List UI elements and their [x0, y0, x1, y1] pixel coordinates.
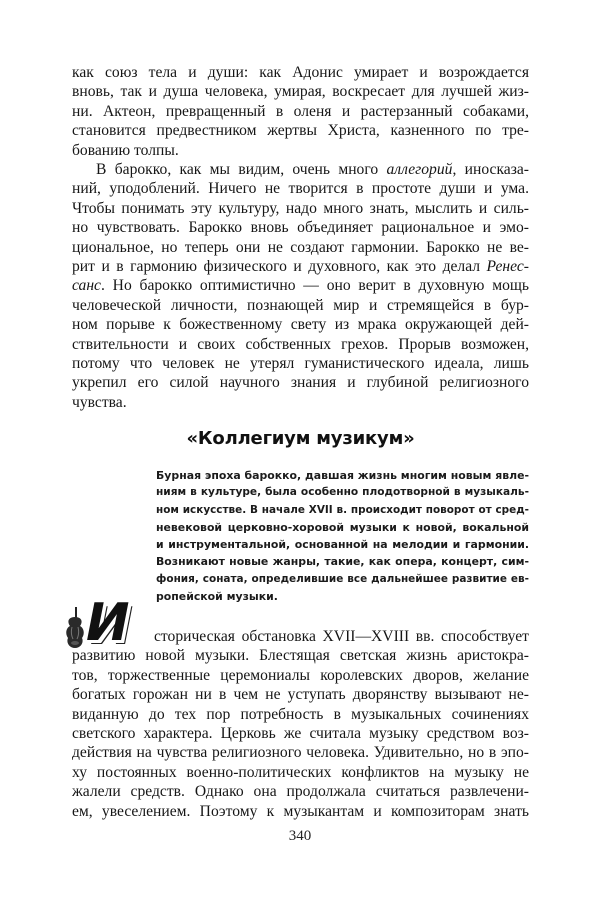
italic-term-renaissance: Ренес- — [486, 257, 529, 275]
text-line — [72, 160, 529, 179]
abstract-line: ропейской музыки. — [156, 590, 278, 604]
text-line: тов, торжественные церемониалы королевских дворов, желание — [72, 666, 529, 684]
text-line: укрепил его силой научного знания и глубиной религиозного — [72, 374, 529, 392]
text-line: ном порыве к божественному свету из мрака окружающей дей- — [72, 316, 529, 334]
text-line: становится предвестником жертвы Христа, казненного по тре- — [72, 122, 529, 140]
abstract-line: фония, соната, определившие все дальнейшее развитие ев- — [156, 572, 529, 585]
abstract-line: Бурная эпоха барокко, давшая жизнь многим новым явле- — [156, 469, 529, 482]
text-line: человеческой личности, познающей мир и стремящейся в бур- — [72, 296, 529, 314]
abstract-line: ном искусстве. В начале XVII в. происходит поворот от сред- — [156, 503, 529, 516]
text-line — [72, 276, 529, 295]
text-line: ем, увеселением. Поэтому к музыкантам и композиторам знать — [72, 802, 529, 820]
text-run: рит и в гармонию физического и духовного, как это делал — [72, 257, 487, 275]
text-line: жалели средств. Однако она продолжала считаться развлечени- — [72, 783, 529, 801]
text-line: виданную до тех пор потребность в музыкальных сочинениях — [72, 705, 529, 723]
text-line: чувства. — [72, 393, 127, 411]
text-line: ни. Актеон, превращенный в оленя и растерзанный собаками, — [72, 102, 529, 120]
text-line: действия на чувства религиозного человека. Удивительно, но в эпо- — [72, 744, 529, 762]
text-run: В барокко, как мы видим, очень много — [96, 161, 387, 178]
text-line: но чувствовать. Барокко вновь объединяет рациональное и эмо- — [72, 219, 529, 237]
paragraph-historical-setting — [72, 627, 529, 821]
text-line: вновь, так и душа человека, умирая, воскресает для лучшей жиз- — [72, 83, 529, 101]
section-abstract — [156, 467, 529, 605]
text-line: развитию новой музыки. Блестящая светская жизнь аристокра- — [72, 647, 529, 665]
text-line: светского характера. Церковь же считала музыку средством воз- — [72, 724, 529, 742]
abstract-line: ниям в культуре, была особенно плодотворной в музыкаль- — [156, 486, 529, 499]
text-line — [72, 257, 529, 276]
drop-cap-letter: И — [86, 593, 130, 653]
section-heading: «Коллегиум музикум» — [186, 428, 415, 449]
text-line: ний, уподоблений. Ничего не творится в простоте души и ума. — [72, 180, 529, 198]
abstract-line: и инструментальной, основанной на мелодии и гармонии. — [156, 538, 529, 552]
text-run: . Но барокко оптимистично — оно верит в духовную мощь — [100, 277, 529, 295]
abstract-line: Возникают новые жанры, такие, как опера, концерт, сим- — [156, 555, 529, 569]
text-line: сторическая обстановка XVII—XVIII вв. способствует — [154, 628, 529, 645]
text-line: ху постоянных военно-политических конфликтов на музыку не — [72, 763, 529, 781]
italic-term-renaissance-end: санс — [72, 277, 101, 295]
text-line: богатых горожан ни в чем не уступать дворянству вызывают не- — [72, 686, 529, 704]
text-line: Чтобы понимать эту культуру, надо много знать, мыслить и силь- — [72, 199, 529, 217]
text-line: как союз тела и души: как Адонис умирает и возрождается — [72, 64, 529, 81]
text-line: циональное, но теперь они не создают гармонии. Барокко не ве- — [72, 238, 529, 256]
paragraph-adonis — [72, 63, 529, 160]
text-line: ствительности и своих собственных грехов. Прорыв возможен, — [72, 335, 529, 353]
text-line: потому что человек не утерял гуманистического идеала, лишь — [72, 354, 529, 372]
italic-term-allegories: аллегорий — [386, 161, 453, 178]
text-line: бованию толпы. — [72, 141, 179, 159]
paragraph-baroque-allegories — [72, 160, 529, 412]
page-number: 340 — [288, 828, 312, 844]
text-run: , иносказа- — [452, 161, 529, 178]
abstract-line: невековой церковно-хоровой музыки к новой, вокальной — [156, 520, 529, 534]
